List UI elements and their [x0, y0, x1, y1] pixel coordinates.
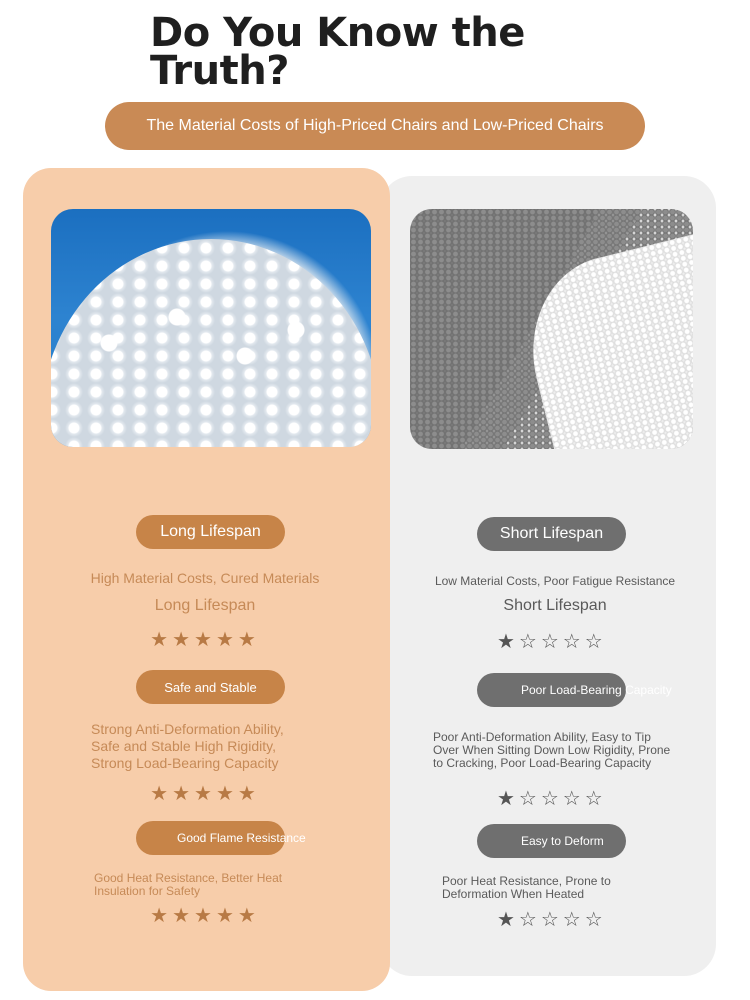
left-heat-text: Good Heat Resistance, Better Heat Insulation for Safety [94, 871, 283, 898]
right-lifespan-text: Short Lifespan [503, 597, 607, 614]
white-pellets-image [51, 209, 371, 447]
left-deformation-text: Strong Anti-Deformation Ability, Safe and Stable High Rigidity, Strong Load-Bearing Capacity [91, 721, 284, 771]
long-lifespan-badge: Long Lifespan [136, 515, 285, 549]
mixed-pellets-image [410, 209, 693, 449]
right-cost-text: Low Material Costs, Poor Fatigue Resistance [434, 574, 676, 588]
right-rating-3: ★☆☆☆☆ [497, 907, 607, 931]
easy-deform-badge: Easy to Deform [477, 824, 626, 858]
load-bearing-badge: Poor Load-Bearing Capacity [477, 673, 626, 707]
right-rating-2: ★☆☆☆☆ [497, 786, 607, 810]
left-rating-3: ★★★★★ [150, 903, 260, 927]
short-lifespan-badge: Short Lifespan [477, 517, 626, 551]
page-title: Do You Know the Truth? [150, 10, 525, 94]
left-rating-2: ★★★★★ [150, 781, 260, 805]
right-heat-text: Poor Heat Resistance, Prone to Deformation When Heated [442, 874, 611, 901]
subtitle-banner: The Material Costs of High-Priced Chairs and Low-Priced Chairs [105, 102, 645, 150]
flame-resistance-badge: Good Flame Resistance [136, 821, 285, 855]
safe-stable-badge: Safe and Stable [136, 670, 285, 704]
left-cost-text: High Material Costs, Cured Materials [90, 570, 320, 586]
left-rating-1: ★★★★★ [150, 627, 260, 651]
right-rating-1: ★☆☆☆☆ [497, 629, 607, 653]
left-lifespan-text: Long Lifespan [154, 597, 256, 614]
right-deformation-text: Poor Anti-Deformation Ability, Easy to Tip Over When Sitting Down Low Rigidity, Prone to Cracking, Poor Load-Bearing Capacity [433, 730, 671, 770]
